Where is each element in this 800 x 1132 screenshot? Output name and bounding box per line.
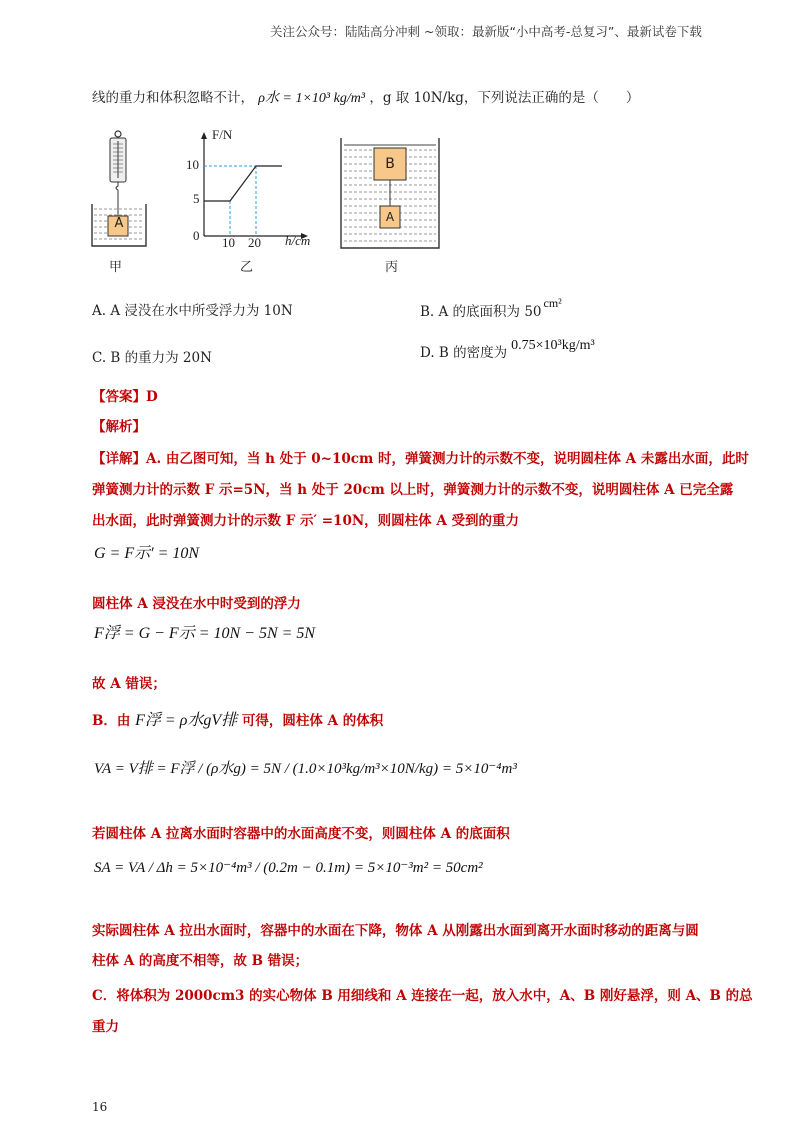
explanation-p6-line1: 实际圆柱体 A 拉出水面时，容器中的水面在下降，物体 A 从刚露出水面到离开水面时移动的距离与圆 xyxy=(92,923,699,939)
x-tick-20: 20 xyxy=(248,235,261,250)
stem-after: ，g 取 10N/kg，下列说法正确的是（ ） xyxy=(369,90,640,106)
y-tick-5: 5 xyxy=(193,191,200,206)
explanation-p2: 圆柱体 A 浸没在水中时受到的浮力 xyxy=(92,596,301,612)
explanation-p1-line3: 出水面，此时弹簧测力计的示数 F 示′ =10N，则圆柱体 A 受到的重力 xyxy=(92,513,520,529)
figure-label-bing: 丙 xyxy=(385,260,399,275)
y-tick-0: 0 xyxy=(193,228,200,243)
option-d-text: D. B 的密度为 xyxy=(420,345,508,361)
option-d xyxy=(420,337,595,361)
block-a-label-jia: A xyxy=(114,216,124,231)
figure-bing-suspended-blocks xyxy=(338,136,442,252)
equation-gravity: G = F示′ = 10N xyxy=(94,545,200,562)
equation-base-area: SA = VA / Δh = 5×10⁻⁴m³ / (0.2m − 0.1m) = 5×10⁻³m² = 50cm² xyxy=(94,860,483,876)
explanation-p6-line2: 柱体 A 的高度不相等，故 B 错误； xyxy=(92,953,309,969)
option-b xyxy=(420,296,562,320)
series-line xyxy=(204,166,282,201)
explanation-p3: 故 A 错误； xyxy=(92,676,166,692)
question-stem xyxy=(92,86,639,107)
block-a-label-bing: A xyxy=(385,210,395,224)
answer-label: 【答案】 xyxy=(92,389,146,405)
explanation-p1-line1: 【详解】A. 由乙图可知，当 h 处于 0~10cm 时，弹簧测力计的示数不变，说明圆柱体 A 未露出水面，此时 xyxy=(92,451,749,467)
explanation-p7-line2: 重力 xyxy=(92,1019,119,1035)
p4-formula: F浮 = ρ水gV排 xyxy=(135,712,238,729)
option-b-unit: cm² xyxy=(543,296,562,310)
option-c: C. B 的重力为 20N xyxy=(92,350,212,366)
y-tick-10: 10 xyxy=(186,157,199,172)
y-axis-label: F/N xyxy=(212,127,233,142)
p4-prefix: B．由 xyxy=(92,713,131,729)
rho-water-formula: ρ水 = 1×10³ kg/m³ xyxy=(258,91,366,106)
y-axis-arrow xyxy=(201,132,207,139)
block-b-label: B xyxy=(385,156,395,172)
equation-buoyancy: F浮 = G − F示 = 10N − 5N = 5N xyxy=(94,625,316,642)
answer-line xyxy=(92,385,158,405)
page-number: 16 xyxy=(92,1100,108,1114)
explanation-p4 xyxy=(92,707,383,730)
answer-value: D xyxy=(146,389,158,405)
option-d-value: 0.75×10³kg/m³ xyxy=(511,338,595,353)
figure-label-jia: 甲 xyxy=(109,260,123,275)
page-header: 关注公众号：陆陆高分冲刺 ~领取：最新版“小中高考-总复习”、最新试卷下载 xyxy=(270,24,702,39)
explanation-p5: 若圆柱体 A 拉离水面时容器中的水面高度不变，则圆柱体 A 的底面积 xyxy=(92,826,510,842)
figure-jia-spring-scale xyxy=(88,128,150,250)
x-axis-label: h/cm xyxy=(285,233,311,248)
explanation-p7-line1: C．将体积为 2000cm3 的实心物体 B 用细线和 A 连接在一起，放入水中，A、B 刚好悬浮，则 A、B 的总 xyxy=(92,988,753,1004)
option-a: A. A 浸没在水中所受浮力为 10N xyxy=(92,303,293,319)
option-b-text: B. A 的底面积为 50 xyxy=(420,304,542,320)
stem-before: 线的重力和体积忽略不计， xyxy=(92,90,254,106)
figure-label-yi: 乙 xyxy=(240,260,254,275)
equation-volume: VA = V排 = F浮 / (ρ水g) = 5N / (1.0×10³kg/m³×10N/kg) = 5×10⁻⁴m³ xyxy=(94,761,517,777)
explanation-p1-line2: 弹簧测力计的示数 F 示=5N，当 h 处于 20cm 以上时，弹簧测力计的示数不变，说明圆柱体 A 已完全露 xyxy=(92,482,734,498)
p4-suffix: 可得，圆柱体 A 的体积 xyxy=(241,713,384,729)
analysis-label: 【解析】 xyxy=(92,419,146,435)
x-tick-10: 10 xyxy=(222,235,235,250)
